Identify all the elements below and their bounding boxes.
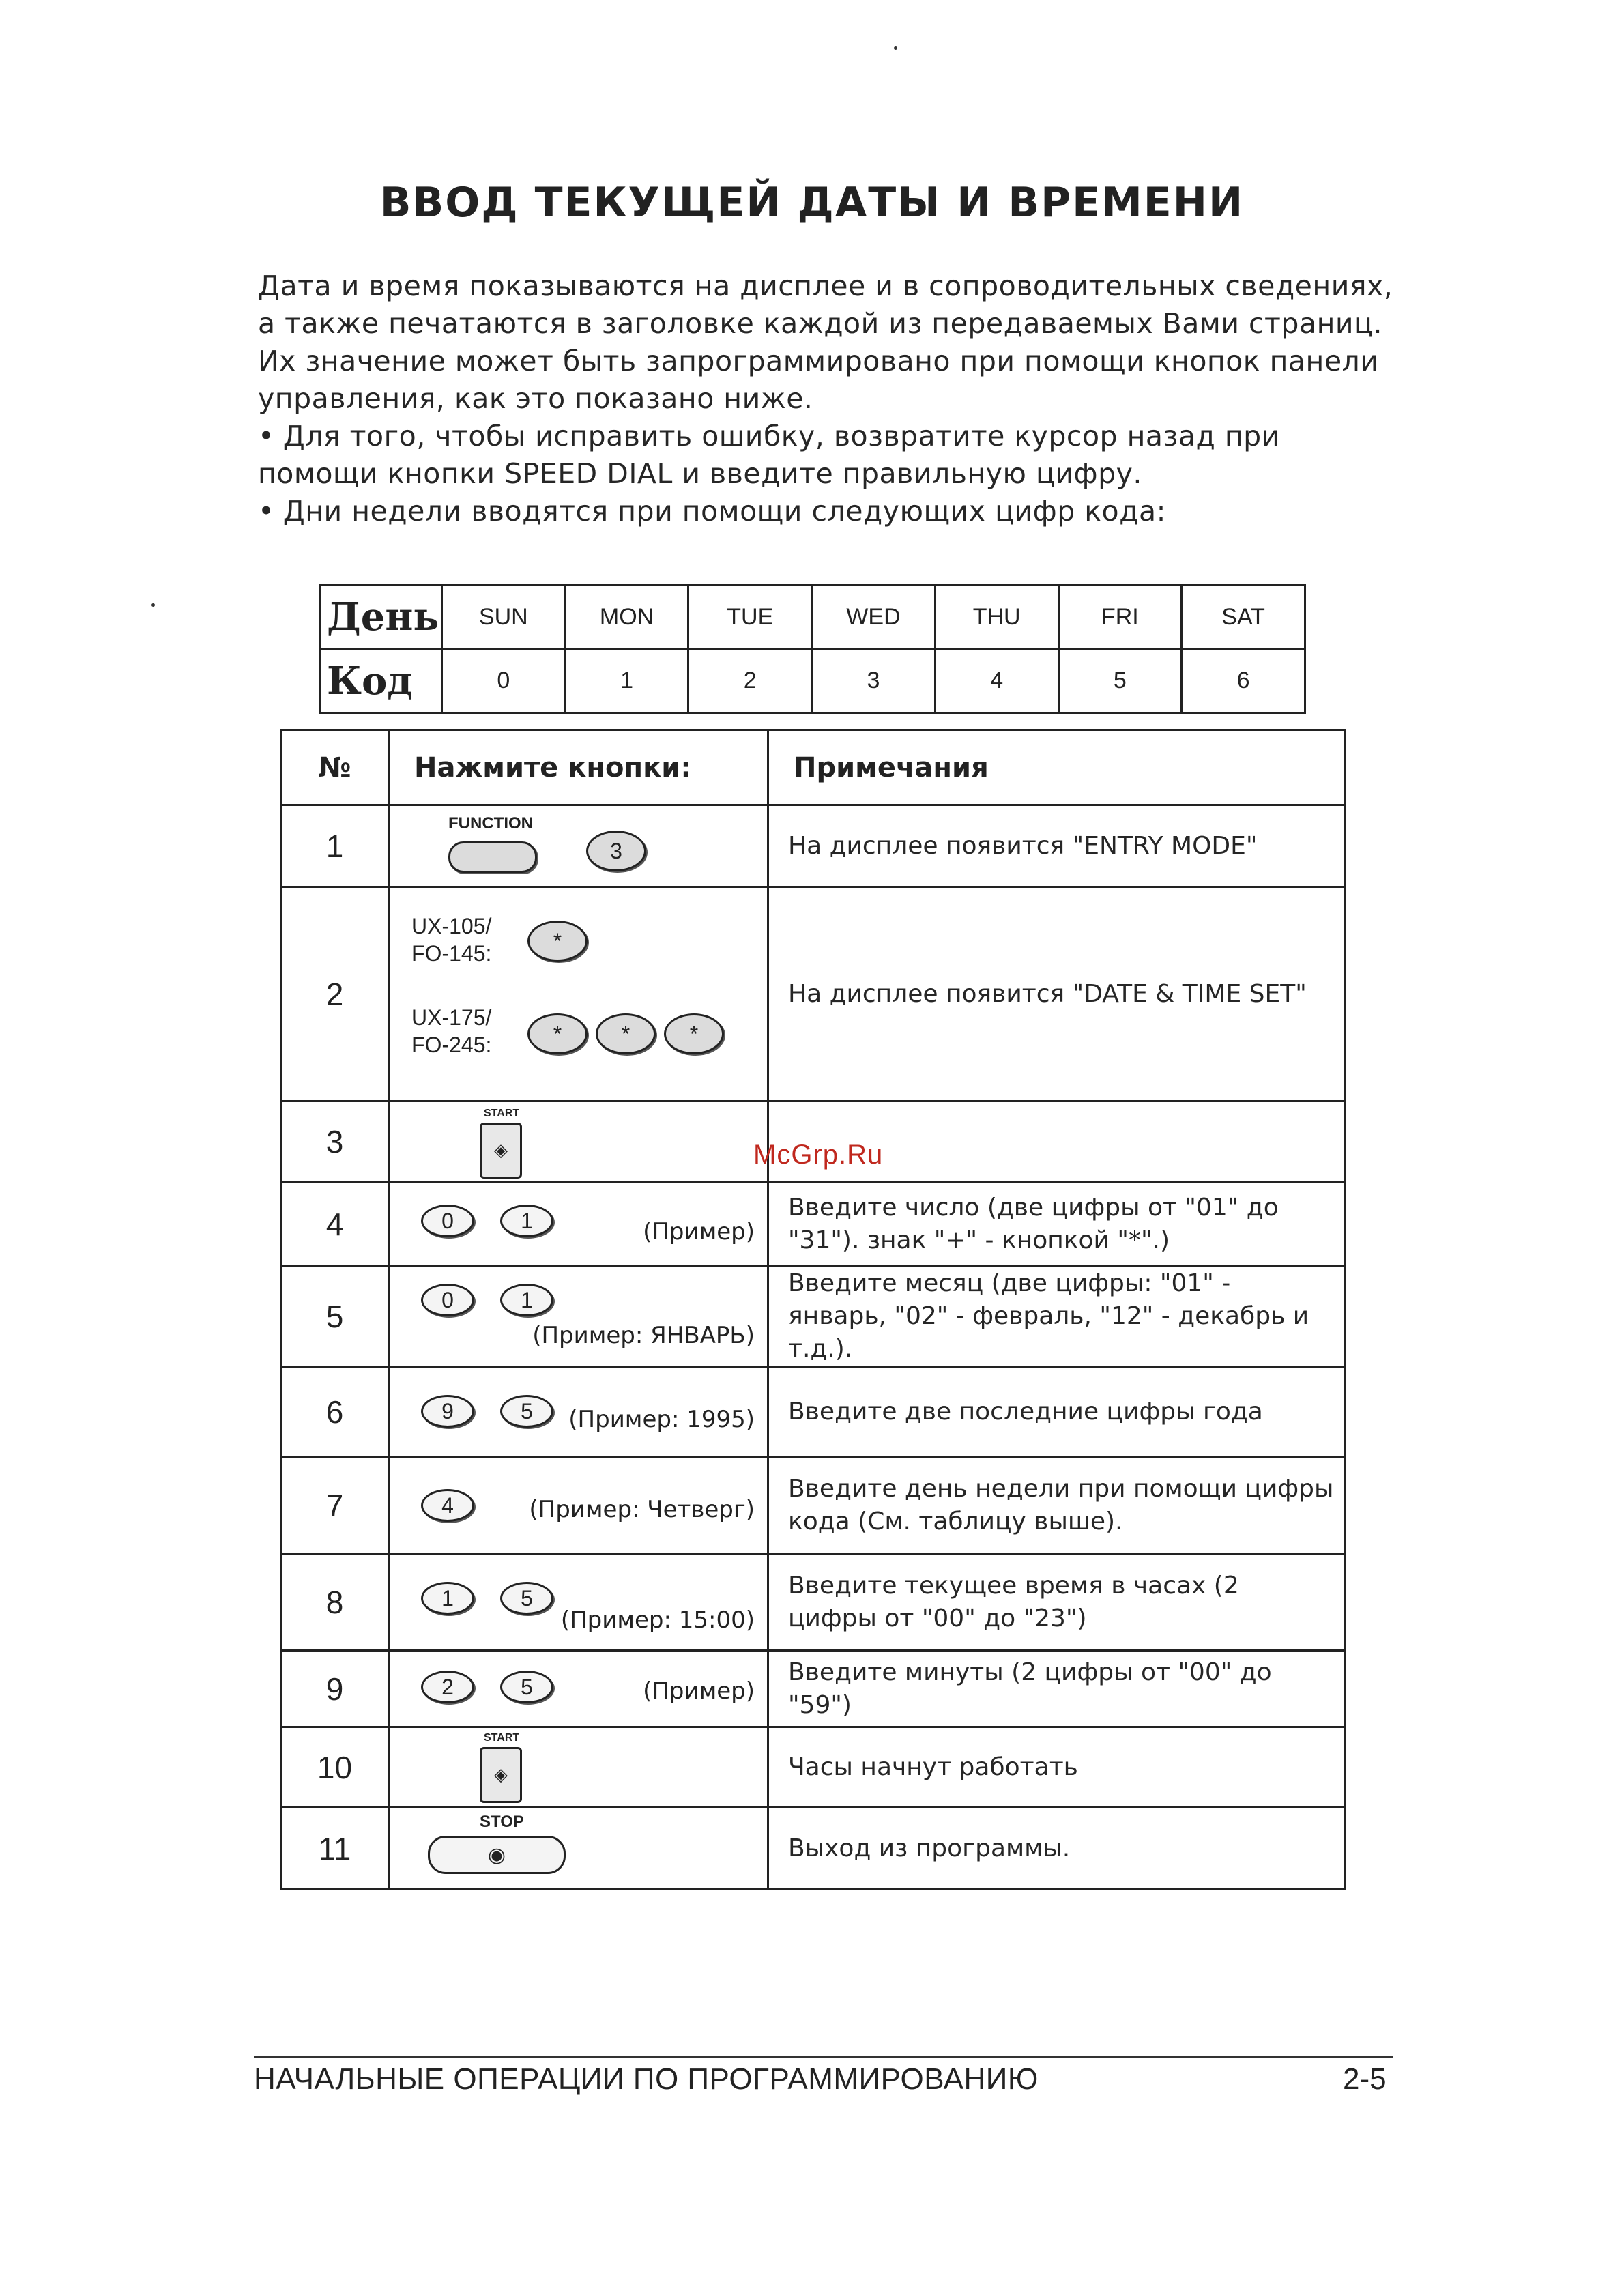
function-label: FUNCTION [448, 814, 533, 833]
intro-bullet-2: • Дни недели вводятся при помощи следующих цифр кода: [258, 493, 1404, 530]
step-note: Выход из программы. [768, 1808, 1345, 1890]
stop-label: STOP [480, 1813, 524, 1831]
step-number: 7 [281, 1457, 389, 1554]
intro-bullet-1: • Для того, чтобы исправить ошибку, возвратите курсор назад при помощи кнопки SPEED DIAL и введите правильную цифру. [258, 418, 1404, 493]
code-label: Код [321, 649, 442, 713]
steps-table [280, 729, 1346, 1890]
digit-key[interactable]: 4 [421, 1489, 474, 1522]
star-key[interactable]: * [664, 1013, 724, 1054]
footer-page-number: 2-5 [1343, 2062, 1387, 2096]
day-cell: TUE [688, 586, 812, 650]
header-keys: Нажмите кнопки: [389, 730, 768, 805]
header-notes: Примечания [768, 730, 1345, 805]
digit-key[interactable]: 1 [500, 1284, 553, 1316]
example-text: (Пример: 15:00) [560, 1606, 755, 1634]
code-cell: 0 [442, 649, 566, 713]
function-key[interactable] [448, 841, 537, 873]
day-cell: MON [565, 586, 688, 650]
step-number: 3 [281, 1101, 389, 1182]
digit-key[interactable]: 5 [500, 1582, 553, 1615]
step-keys [389, 1101, 768, 1182]
step-note: На дисплее появится "ENTRY MODE" [768, 805, 1345, 887]
model-label-b: UX-175/ FO-245: [411, 1005, 492, 1057]
example-text: (Пример: 1995) [568, 1406, 755, 1433]
step-note: На дисплее появится "DATE & TIME SET" [768, 887, 1345, 1101]
intro-text [258, 268, 1404, 530]
step-keys [389, 1651, 768, 1727]
step-number: 2 [281, 887, 389, 1101]
start-button[interactable] [480, 1123, 522, 1179]
day-cell: THU [935, 586, 1058, 650]
step-keys [389, 1182, 768, 1267]
step-note: Часы начнут работать [768, 1727, 1345, 1808]
step-keys [389, 887, 768, 1101]
stop-button[interactable] [428, 1836, 566, 1874]
weekday-code-table [319, 584, 1306, 714]
weekday-row [321, 586, 1305, 650]
step-row [281, 1651, 1345, 1727]
watermark: McGrp.Ru [753, 1140, 884, 1170]
day-cell: SUN [442, 586, 566, 650]
step-row [281, 1808, 1345, 1890]
step-row [281, 1182, 1345, 1267]
step-row [281, 805, 1345, 887]
stop-circle-icon: ◉ [487, 1843, 506, 1867]
step-row [281, 1267, 1345, 1367]
digit-key[interactable]: 9 [421, 1395, 474, 1428]
step-note: Введите число (две цифры от "01" до "31"). знак "+" - кнопкой "*".) [768, 1182, 1345, 1267]
digit-key[interactable]: 2 [421, 1671, 474, 1703]
step-note: Введите месяц (две цифры: "01" - январь, "02" - февраль, "12" - декабрь и т.д.). [768, 1267, 1345, 1367]
step-number: 10 [281, 1727, 389, 1808]
step-note: Введите день недели при помощи цифры кода (См. таблицу выше). [768, 1457, 1345, 1554]
code-cell: 6 [1182, 649, 1305, 713]
model-label-a: UX-105/ FO-145: [411, 914, 492, 966]
step-number: 1 [281, 805, 389, 887]
step-number: 8 [281, 1554, 389, 1651]
day-cell: FRI [1058, 586, 1182, 650]
step-number: 11 [281, 1808, 389, 1890]
star-key[interactable]: * [527, 1013, 588, 1054]
step-keys [389, 1554, 768, 1651]
step-row [281, 1457, 1345, 1554]
step-row [281, 887, 1345, 1101]
step-keys [389, 1457, 768, 1554]
footer-divider [254, 2056, 1393, 2058]
digit-key[interactable]: 5 [500, 1671, 553, 1703]
step-keys [389, 1267, 768, 1367]
step-number: 5 [281, 1267, 389, 1367]
step-keys [389, 1808, 768, 1890]
star-key[interactable]: * [527, 921, 588, 962]
step-row [281, 1554, 1345, 1651]
digit-key[interactable]: 5 [500, 1395, 553, 1428]
step-keys [389, 1367, 768, 1457]
scan-speck [894, 46, 897, 50]
step-note: Введите две последние цифры года [768, 1367, 1345, 1457]
digit-key[interactable]: 3 [586, 831, 646, 871]
code-cell: 4 [935, 649, 1058, 713]
step-row [281, 1727, 1345, 1808]
digit-key[interactable]: 0 [421, 1284, 474, 1316]
start-diamond-icon: ◈ [494, 1765, 508, 1785]
step-keys [389, 1727, 768, 1808]
day-label: День [321, 586, 442, 650]
start-label: START [484, 1732, 520, 1744]
step-note: Введите текущее время в часах (2 цифры от "00" до "23") [768, 1554, 1345, 1651]
example-text: (Пример) [643, 1677, 755, 1705]
header-num: № [281, 730, 389, 805]
example-text: (Пример: Четверг) [529, 1496, 755, 1523]
start-label: START [484, 1108, 520, 1119]
code-cell: 2 [688, 649, 812, 713]
digit-key[interactable]: 1 [421, 1582, 474, 1615]
page-title: ВВОД ТЕКУЩЕЙ ДАТЫ И ВРЕМЕНИ [379, 179, 1245, 227]
day-cell: SAT [1182, 586, 1305, 650]
example-text: (Пример) [643, 1218, 755, 1245]
step-number: 9 [281, 1651, 389, 1727]
code-row [321, 649, 1305, 713]
step-number: 4 [281, 1182, 389, 1267]
star-key[interactable]: * [596, 1013, 656, 1054]
code-cell: 5 [1058, 649, 1182, 713]
start-button[interactable] [480, 1747, 522, 1803]
code-cell: 3 [812, 649, 936, 713]
scan-speck [151, 603, 155, 607]
example-text: (Пример: ЯНВАРЬ) [532, 1322, 755, 1349]
digit-key[interactable]: 0 [421, 1205, 474, 1237]
steps-header-row [281, 730, 1345, 805]
step-note: Введите минуты (2 цифры от "00" до "59") [768, 1651, 1345, 1727]
footer-section-title: НАЧАЛЬНЫЕ ОПЕРАЦИИ ПО ПРОГРАММИРОВАНИЮ [254, 2062, 1039, 2096]
step-keys [389, 805, 768, 887]
intro-paragraph: Дата и время показываются на дисплее и в сопроводительных сведениях, а также печатаются в заголовке каждой из передаваемых Вами страниц. Их значение может быть запрограммировано при помощи кнопок панели управления, как это показано ниже. [258, 270, 1393, 415]
start-diamond-icon: ◈ [494, 1140, 508, 1161]
code-cell: 1 [565, 649, 688, 713]
digit-key[interactable]: 1 [500, 1205, 553, 1237]
step-row [281, 1367, 1345, 1457]
day-cell: WED [812, 586, 936, 650]
step-number: 6 [281, 1367, 389, 1457]
